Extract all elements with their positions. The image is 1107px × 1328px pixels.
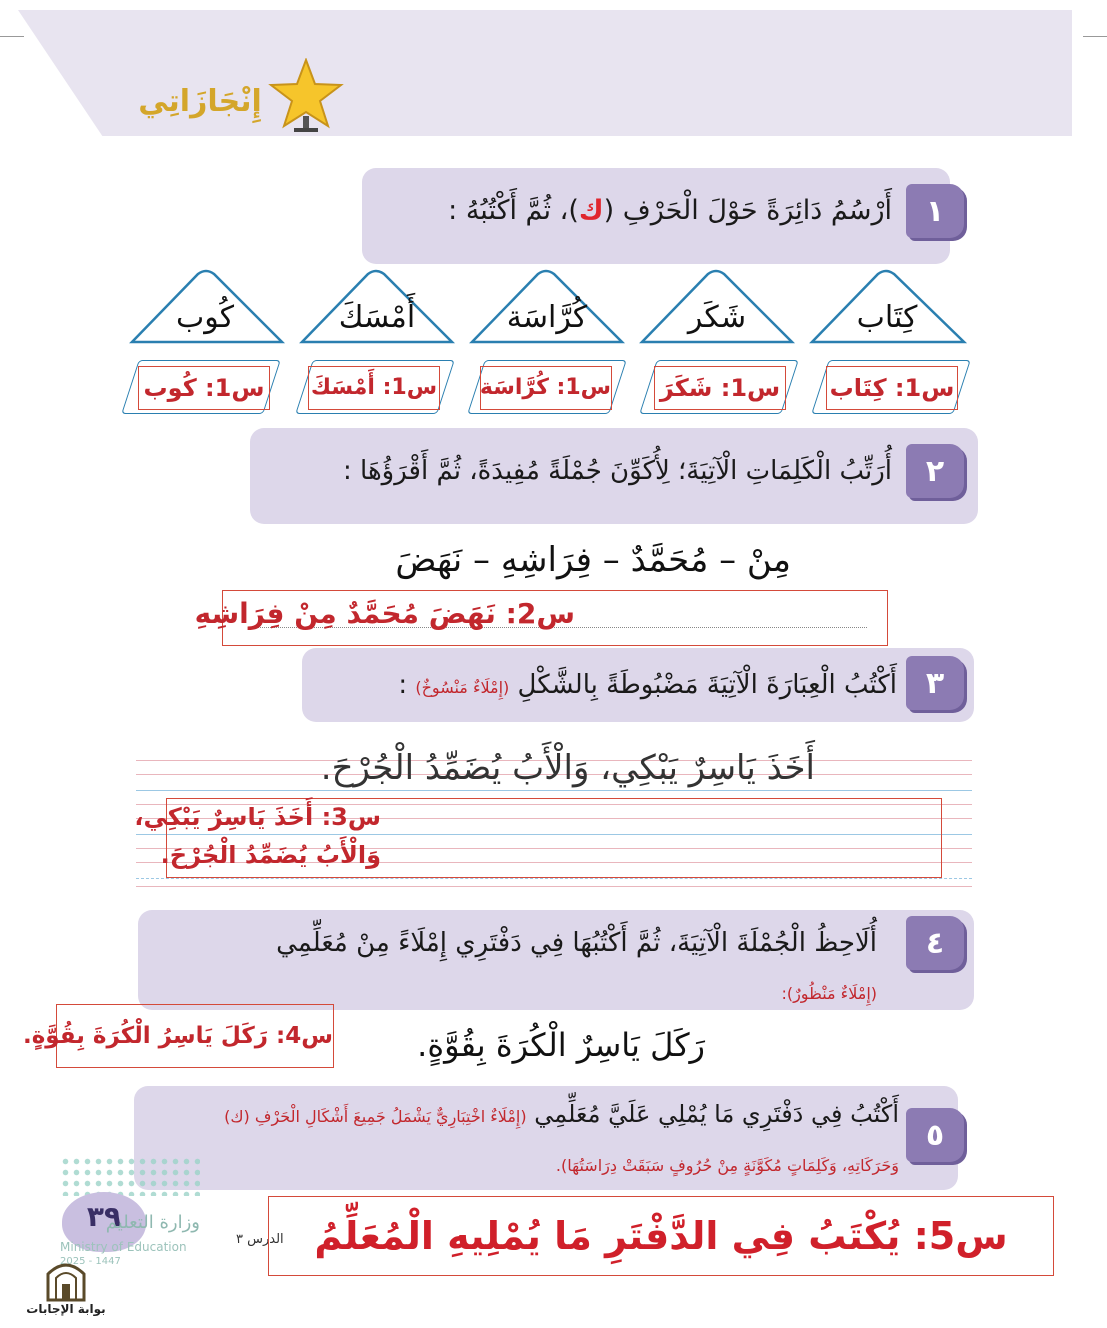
- exercise-3-number: ٣: [906, 656, 964, 710]
- page-corner-mark: [1083, 36, 1107, 37]
- page-title: إِنْجَازَاتِي: [138, 84, 262, 119]
- answer-2: س1: شَكَرَ: [654, 366, 786, 410]
- answer-text: س2: نَهَضَ مُحَمَّدٌ مِنْ فِرَاشِهِ: [194, 597, 575, 630]
- ministry-name-en: Ministry of Education: [60, 1240, 187, 1254]
- ministry-year: 2025 - 1447: [60, 1256, 121, 1267]
- exercise-2-number: ٢: [906, 444, 964, 498]
- word-4: أَمْسَكَ: [338, 300, 416, 335]
- exercise-5-answer: س5: يُكْتَبُ فِي الدَّفْتَرِ مَا يُمْلِيهِ الْمُعَلِّمُ: [268, 1196, 1054, 1276]
- answer-line-2: وَالْأَبُ يُضَمِّدُ الْجُرْحَ.: [160, 841, 381, 869]
- instruction-note-1: (إِمْلَاءٌ اخْتِبَارِيٌّ يَشْمَلُ جَمِيعَ أَشْكَالِ الْحَرْفِ (ك): [224, 1107, 527, 1126]
- target-letter: ك: [578, 195, 604, 226]
- exercise-5-number: ٥: [906, 1108, 964, 1162]
- word-2: شَكَر: [687, 300, 747, 335]
- exercise-4-answer: س4: رَكَلَ يَاسِرُ الْكُرَةَ بِقُوَّةٍ.: [56, 1004, 334, 1068]
- exercise-2-words: مِنْ – مُحَمَّدٌ – فِرَاشِهِ – نَهَضَ: [395, 540, 791, 580]
- ministry-name: وزارة التعليم: [105, 1212, 200, 1233]
- answer-line-1: س3: أَخَذَ يَاسِرٌ يَبْكِي،: [134, 803, 381, 831]
- exercise-1-number: ١: [906, 184, 964, 238]
- answer-5: س1: كُوب: [138, 366, 270, 410]
- instruction-note: (إِمْلَاءٌ مَنْسُوخٌ): [415, 678, 510, 697]
- answer-1: س1: كِتَاب: [826, 366, 958, 410]
- star-trophy-icon: [268, 58, 344, 136]
- site-name: بوابة الإجابات: [26, 1302, 106, 1316]
- exercise-4-sentence: رَكَلَ يَاسِرٌ الْكُرَةَ بِقُوَّةٍ.: [417, 1026, 705, 1064]
- answers-gate-logo-icon: [44, 1256, 88, 1302]
- lesson-label: الدرس ٣: [236, 1232, 284, 1247]
- instruction-text: أَكْتُبُ الْعِبَارَةَ الْآتِيَةَ مَضْبُوطَةً بِالشَّكْلِ: [517, 670, 897, 700]
- exercise-3-answer: [134, 798, 942, 878]
- word-1: كِتَاب: [856, 300, 918, 335]
- page-number: ٣٩: [86, 1200, 122, 1233]
- exercise-4-note: (إِمْلَاءٌ مَنْظُورٌ):: [781, 984, 877, 1003]
- instruction-text: أَرْسُمُ دَائِرَةً حَوْلَ الْحَرْفِ (: [603, 195, 892, 226]
- exercise-5-instruction: [224, 1100, 899, 1128]
- instruction-note-2: وَحَرَكَاتِهِ، وَكَلِمَاتٍ مُكَوَّنَةٍ مِنْ حُرُوفٍ سَبَقَتْ دِرَاسَتُهَا).: [555, 1156, 899, 1175]
- exercise-2-answer: [194, 590, 888, 646]
- exercise-2-instruction: أُرَتِّبُ الْكَلِمَاتِ الْآتِيَةَ؛ لِأُكَوِّنَ جُمْلَةً مُفِيدَةً، ثُمَّ أَقْرَؤُهَا :: [343, 456, 892, 486]
- page-corner-mark: [0, 36, 24, 37]
- word-3: كُرَّاسَة: [506, 300, 588, 335]
- exercise-4-number: ٤: [906, 916, 964, 970]
- answer-3: س1: كُرَّاسَة: [480, 366, 612, 410]
- exercise-3-instruction: [398, 670, 897, 700]
- answer-4: س1: أَمْسَكَ: [308, 366, 440, 410]
- instruction-colon: :: [398, 670, 408, 700]
- instruction-text: أَكْتُبُ فِي دَفْتَرِي مَا يُمْلِي عَلَيَّ مُعَلِّمِي: [534, 1100, 899, 1128]
- instruction-text-end: )، ثُمَّ أَكْتُبُهُ :: [448, 195, 579, 226]
- exercise-3-sentence: أَخَذَ يَاسِرٌ يَبْكِي، وَالْأَبُ يُضَمِّدُ الْجُرْحَ.: [320, 748, 815, 788]
- ministry-logo-dots: [60, 1156, 200, 1196]
- exercise-4-instruction: أُلَاحِظُ الْجُمْلَةَ الْآتِيَةَ، ثُمَّ أَكْتُبُهَا فِي دَفْتَرِي إِمْلَاءً مِنْ مُعَلِّمِي: [276, 928, 877, 958]
- exercise-1-instruction: [448, 195, 892, 226]
- word-5: كُوب: [175, 300, 235, 335]
